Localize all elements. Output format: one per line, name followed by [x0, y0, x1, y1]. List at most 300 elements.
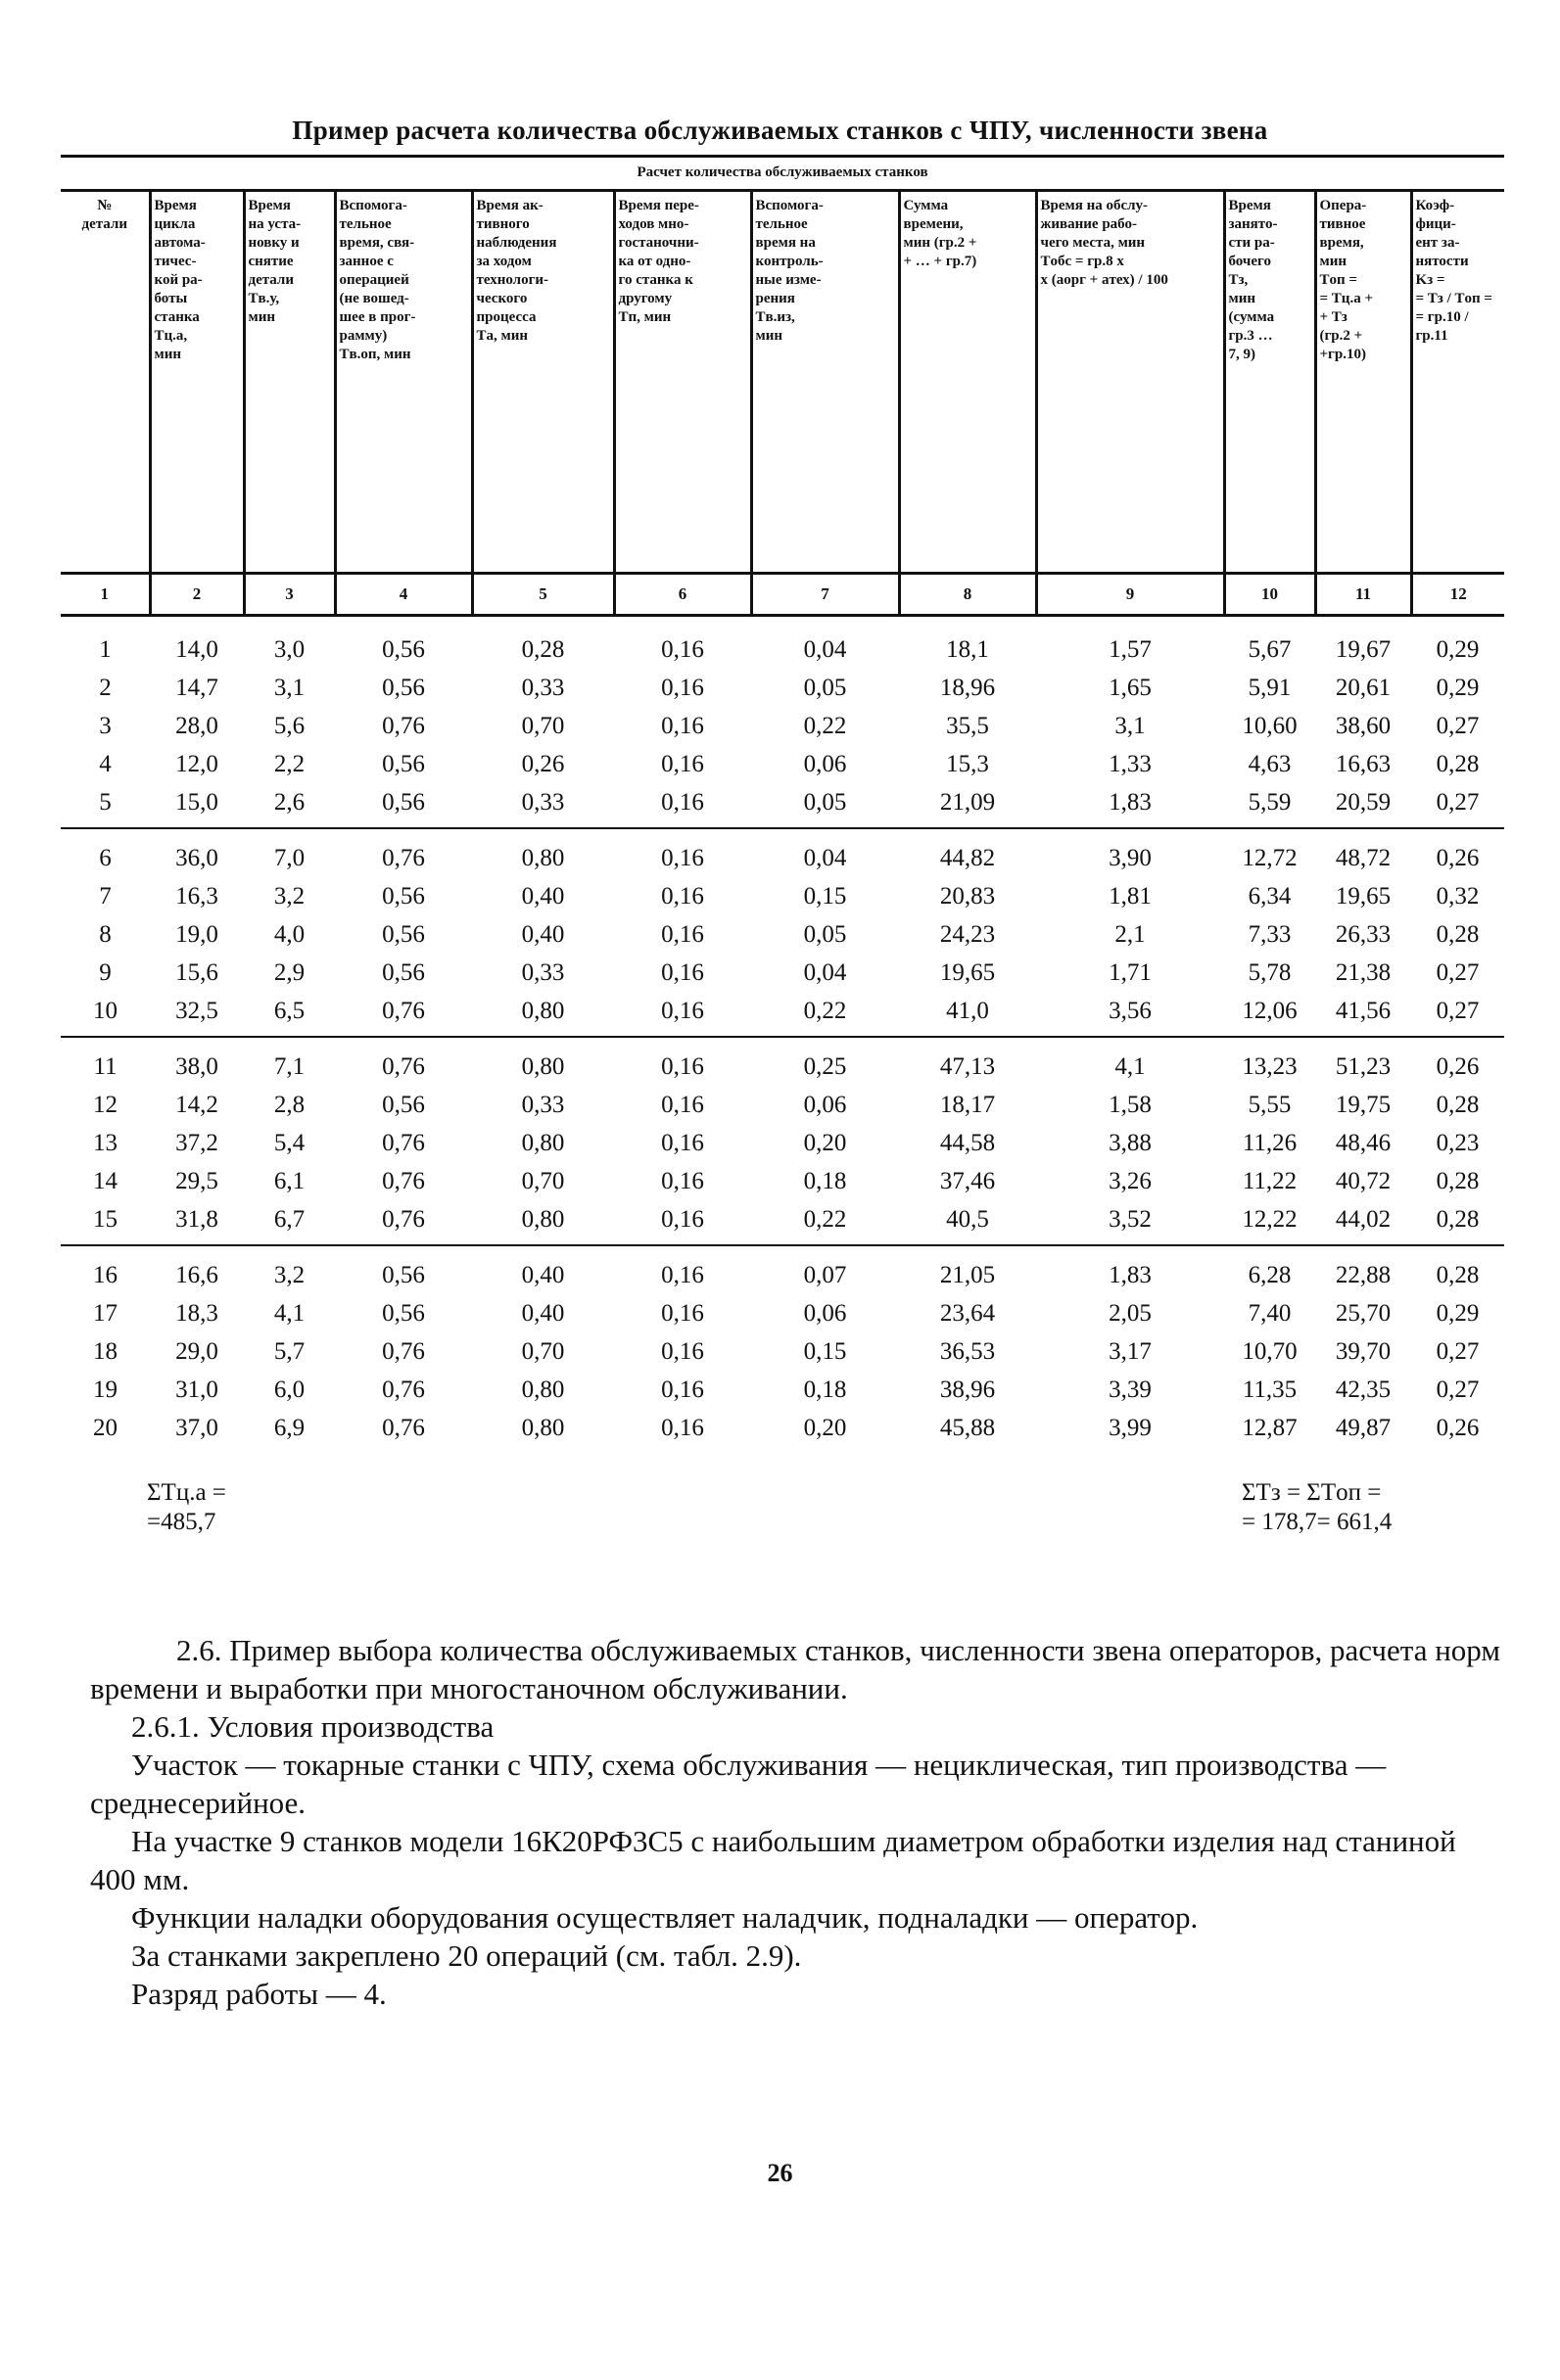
table-cell: 0,16 [661, 750, 704, 777]
table-cell: 1,71 [1109, 958, 1152, 986]
table-cell: 0,27 [1436, 1376, 1480, 1403]
column-number: 11 [1315, 574, 1411, 616]
table-cell: 0,16 [661, 1414, 704, 1441]
table-cell: 40,5 [899, 1200, 1036, 1245]
table-cell: 0,22 [803, 712, 847, 739]
table-cell: 3,17 [1109, 1337, 1152, 1365]
paragraph: За станками закреплено 20 операций (см. табл. 2.9). [131, 1938, 802, 1973]
table-cell: 12,06 [1224, 992, 1315, 1037]
table-row [61, 669, 1504, 707]
table-cell: 37,46 [939, 1167, 996, 1194]
table-cell: 49,87 [1335, 1414, 1392, 1441]
table-cell: 18 [93, 1337, 118, 1365]
table-cell: 15,0 [150, 783, 244, 828]
table-cell: 12,22 [1224, 1200, 1315, 1245]
table-cell: 20,61 [1335, 674, 1392, 701]
table-cell: 4,1 [1114, 1052, 1146, 1080]
table-cell: 0,40 [521, 920, 565, 948]
table-cell: 21,38 [1335, 958, 1392, 986]
table-cell: 0,28 [1436, 750, 1480, 777]
table-cell: 29,0 [175, 1337, 218, 1365]
table-cell: 0,76 [382, 844, 425, 871]
table-cell: 14,2 [175, 1091, 218, 1118]
table-cell: 15,3 [946, 750, 989, 777]
table-cell: 13,23 [1242, 1052, 1298, 1080]
column-header: Сумма времени, мин (гр.2 + + … + гр.7) [899, 191, 1036, 574]
total-busy-operative-time [1242, 1478, 1392, 1537]
table-cell: 0,04 [803, 844, 847, 871]
table-cell: 3,39 [1109, 1376, 1152, 1403]
table-cell: 0,18 [803, 1167, 847, 1194]
table-cell: 18,96 [939, 674, 996, 701]
table-cell: 0,76 [382, 1414, 425, 1441]
table-cell: 0,76 [382, 712, 425, 739]
table-cell: 0,16 [661, 1261, 704, 1288]
table-cell: 6,28 [1248, 1261, 1292, 1288]
table-cell: 0,06 [803, 750, 847, 777]
table-cell: 2 [99, 674, 112, 701]
table-cell: 42,35 [1335, 1376, 1392, 1403]
table-cell: 0,28 [1436, 1261, 1480, 1288]
table-cell: 0,04 [803, 958, 847, 986]
table-cell: 12 [93, 1091, 118, 1118]
table-cell: 36,0 [175, 844, 218, 871]
table-cell: 0,80 [521, 844, 565, 871]
table-cell: 0,16 [614, 992, 751, 1037]
table-subtitle: Расчет количества обслуживаемых станков [637, 164, 928, 180]
total-label: ΣTз = ΣTоп = [1242, 1479, 1382, 1506]
column-number: 2 [150, 574, 244, 616]
table-cell: 2,1 [1114, 920, 1146, 948]
section-heading: 2.6. Пример выбора количества обслуживаемых станков, численности звена операторов, расчета норм времени и выработки при многостаночном обслуживании. [90, 1633, 1500, 1705]
table-cell: 41,56 [1315, 992, 1411, 1037]
table-cell: 3,2 [273, 882, 306, 910]
table-cell: 0,29 [1436, 635, 1480, 663]
table-cell: 0,56 [382, 882, 425, 910]
table-cell: 0,29 [1436, 1299, 1480, 1327]
table-cell: 18,1 [946, 635, 989, 663]
table-row [61, 1371, 1504, 1409]
table-cell: 5,7 [273, 1337, 306, 1365]
table-cell: 0,80 [521, 1414, 565, 1441]
header-row [61, 191, 1504, 574]
table-cell: 7,1 [273, 1052, 306, 1080]
table-cell: 44,82 [939, 844, 996, 871]
table-cell: 0,16 [661, 1167, 704, 1194]
table-cell: 0,76 [382, 1376, 425, 1403]
table-cell: 1 [99, 635, 112, 663]
table-cell: 0,16 [614, 1200, 751, 1245]
table-row [61, 1409, 1504, 1447]
table-cell: 0,27 [1411, 992, 1504, 1037]
table-cell: 14 [93, 1167, 118, 1194]
table-cell: 0,40 [521, 1261, 565, 1288]
table-cell: 0,06 [803, 1091, 847, 1118]
table-row [61, 1332, 1504, 1371]
table-cell: 6,0 [273, 1376, 306, 1403]
table-cell: 0,76 [335, 1200, 472, 1245]
table-cell: 11 [93, 1052, 118, 1080]
table-cell: 12,87 [1242, 1414, 1298, 1441]
table-cell: 0,28 [521, 635, 565, 663]
table-cell: 0,80 [521, 1052, 565, 1080]
table-cell: 5,4 [273, 1129, 306, 1156]
table-cell: 0,56 [382, 1299, 425, 1327]
table-cell: 1,33 [1109, 750, 1152, 777]
divider [61, 155, 1504, 158]
table-cell: 1,83 [1109, 1261, 1152, 1288]
table-cell: 16,6 [175, 1261, 218, 1288]
column-number-row [61, 574, 1504, 616]
table-cell: 37,0 [175, 1414, 218, 1441]
table-cell: 7,40 [1248, 1299, 1292, 1327]
table-cell: 0,80 [521, 1376, 565, 1403]
table-cell: 2,8 [273, 1091, 306, 1118]
paragraph: Разряд работы — 4. [131, 1977, 387, 2011]
table-cell: 0,56 [382, 958, 425, 986]
table-cell: 2,05 [1109, 1299, 1152, 1327]
table-cell: 11,22 [1242, 1167, 1298, 1194]
table-cell: 0,76 [382, 1129, 425, 1156]
table-cell: 0,76 [382, 1337, 425, 1365]
column-header: Вспомога- тельное время, свя- занное с операцией (не вошед- шее в прог- рамму) Tв.оп, мин [335, 191, 472, 574]
table-cell: 0,80 [472, 1200, 614, 1245]
table-cell: 0,27 [1436, 1337, 1480, 1365]
table-cell: 17 [93, 1299, 118, 1327]
table-cell: 4,1 [273, 1299, 306, 1327]
table-row [61, 954, 1504, 992]
column-header: Время цикла автома- тичес- кой ра- боты станка Tц.а, мин [150, 191, 244, 574]
table-cell: 20,59 [1315, 783, 1411, 828]
table-cell: 0,56 [382, 920, 425, 948]
table-cell: 0,76 [335, 992, 472, 1037]
table-cell: 10,60 [1242, 712, 1298, 739]
table-cell: 38,0 [175, 1052, 218, 1080]
table-cell: 19,75 [1335, 1091, 1392, 1118]
column-header: Время пере- ходов мно- гостаночни- ка от одно- го станка к другому Tп, мин [614, 191, 751, 574]
table-cell: 0,28 [1436, 1167, 1480, 1194]
table-cell: 21,09 [899, 783, 1036, 828]
table-cell: 18,17 [939, 1091, 996, 1118]
table-cell: 20 [93, 1414, 118, 1441]
table-cell: 0,16 [661, 1129, 704, 1156]
table-cell: 31,0 [175, 1376, 218, 1403]
table-cell: 0,25 [803, 1052, 847, 1080]
table-cell: 0,16 [661, 1337, 704, 1365]
table-cell: 4,0 [273, 920, 306, 948]
table-cell: 14,7 [175, 674, 218, 701]
table-cell: 16,3 [175, 882, 218, 910]
table-cell: 3,90 [1109, 844, 1152, 871]
table-cell: 0,07 [803, 1261, 847, 1288]
table-cell: 0,26 [1436, 1414, 1480, 1441]
table-cell: 10,70 [1242, 1337, 1298, 1365]
table-cell: 0,32 [1436, 882, 1480, 910]
total-value: =485,7 [147, 1509, 216, 1535]
table-cell: 6,1 [273, 1167, 306, 1194]
table-cell: 0,33 [521, 674, 565, 701]
table-cell: 3,56 [1036, 992, 1224, 1037]
column-number: 6 [614, 574, 751, 616]
table-cell: 7 [99, 882, 112, 910]
table-cell: 1,81 [1109, 882, 1152, 910]
table-cell: 5,55 [1248, 1091, 1292, 1118]
table-cell: 0,40 [521, 882, 565, 910]
table-cell: 0,22 [751, 1200, 899, 1245]
table-cell: 0,16 [661, 1376, 704, 1403]
table-cell: 19,65 [1335, 882, 1392, 910]
table-cell: 0,80 [472, 992, 614, 1037]
table-cell: 3,99 [1109, 1414, 1152, 1441]
subsection-heading: 2.6.1. Условия производства [131, 1709, 495, 1744]
table-cell: 5,59 [1224, 783, 1315, 828]
table-cell: 3 [99, 712, 112, 739]
table-cell: 0,18 [803, 1376, 847, 1403]
table-cell: 13 [93, 1129, 118, 1156]
table-cell: 0,26 [1436, 844, 1480, 871]
table-cell: 4,63 [1248, 750, 1292, 777]
table-cell: 20,83 [939, 882, 996, 910]
table-cell: 0,29 [1436, 674, 1480, 701]
table-cell: 25,70 [1335, 1299, 1392, 1327]
table-cell: 26,33 [1335, 920, 1392, 948]
column-header: Коэф- фици- ент за- нятости Kз = = Tз / Tоп = = гр.10 / гр.11 [1411, 191, 1504, 574]
table-row [61, 915, 1504, 954]
column-number: 7 [751, 574, 899, 616]
table-cell: 44,02 [1315, 1200, 1411, 1245]
table-cell: 0,16 [661, 844, 704, 871]
table-cell: 0,56 [382, 1261, 425, 1288]
column-header: Опера- тивное время, мин Tоп = = Tц.а + + Tз (гр.2 + +гр.10) [1315, 191, 1411, 574]
table-cell: 0,06 [803, 1299, 847, 1327]
table-cell: 6 [99, 844, 112, 871]
table-cell: 31,8 [150, 1200, 244, 1245]
column-number: 4 [335, 574, 472, 616]
table-cell: 1,57 [1109, 635, 1152, 663]
table-cell: 3,2 [273, 1261, 306, 1288]
table-cell: 0,27 [1411, 783, 1504, 828]
table-cell: 29,5 [175, 1167, 218, 1194]
column-header: Время ак- тивного наблюдения за ходом технологи- ческого процесса Tа, мин [472, 191, 614, 574]
table-cell: 6,9 [273, 1414, 306, 1441]
page-number: 26 [767, 2159, 793, 2187]
table-cell: 0,76 [382, 1052, 425, 1080]
column-number: 3 [244, 574, 335, 616]
table-cell: 0,15 [803, 1337, 847, 1365]
table-cell: 28,0 [175, 712, 218, 739]
column-header: Время на обслу- живание рабо- чего места, мин Tобс = гр.8 х х (aорг + aтех) / 100 [1036, 191, 1224, 574]
table-cell: 2,9 [273, 958, 306, 986]
table-cell: 2,2 [273, 750, 306, 777]
table-cell: 0,23 [1436, 1129, 1480, 1156]
table-cell: 16,63 [1335, 750, 1392, 777]
table-cell: 0,70 [521, 712, 565, 739]
table-cell: 38,60 [1335, 712, 1392, 739]
table-cell: 0,16 [661, 882, 704, 910]
paragraph: Функции наладки оборудования осуществляет наладчик, подналадки — оператор. [131, 1900, 1199, 1935]
column-number: 12 [1411, 574, 1504, 616]
table-row [61, 877, 1504, 915]
total-label: ΣTц.а = [147, 1479, 226, 1506]
table-cell: 16 [93, 1261, 118, 1288]
table-cell: 1,65 [1109, 674, 1152, 701]
table-cell: 48,72 [1335, 844, 1392, 871]
table-cell: 37,2 [175, 1129, 218, 1156]
table-cell: 1,83 [1036, 783, 1224, 828]
table-row [61, 1294, 1504, 1332]
table-cell: 0,20 [803, 1129, 847, 1156]
table-cell: 0,16 [661, 1091, 704, 1118]
table-cell: 4 [99, 750, 112, 777]
column-number: 9 [1036, 574, 1224, 616]
column-number: 8 [899, 574, 1036, 616]
table-cell: 32,5 [150, 992, 244, 1037]
table-row [61, 783, 1504, 828]
table-cell: 0,27 [1436, 958, 1480, 986]
table-cell: 7,33 [1248, 920, 1292, 948]
table-cell: 19,67 [1335, 635, 1392, 663]
calculation-table [61, 191, 1504, 1447]
column-number: 10 [1224, 574, 1315, 616]
total-cycle-time [147, 1478, 226, 1537]
table-cell: 0,26 [521, 750, 565, 777]
table-row [61, 1245, 1504, 1294]
table-cell: 1,58 [1109, 1091, 1152, 1118]
table-cell: 0,16 [661, 958, 704, 986]
table-row [61, 1086, 1504, 1124]
column-header: № детали [61, 191, 150, 574]
table-row [61, 616, 1504, 670]
table-cell: 11,26 [1242, 1129, 1298, 1156]
table-cell: 0,76 [382, 1167, 425, 1194]
column-number: 1 [61, 574, 150, 616]
table-cell: 9 [99, 958, 112, 986]
table-cell: 5,6 [273, 712, 306, 739]
table-cell: 18,3 [175, 1299, 218, 1327]
table-cell: 0,28 [1411, 1200, 1504, 1245]
body-text [90, 1631, 1500, 2013]
table-cell: 0,28 [1436, 920, 1480, 948]
table-cell: 23,64 [939, 1299, 996, 1327]
table-cell: 0,16 [661, 674, 704, 701]
table-cell: 0,20 [803, 1414, 847, 1441]
table-cell: 36,53 [939, 1337, 996, 1365]
column-header: Время на уста- новку и снятие детали Tв.у, мин [244, 191, 335, 574]
table-cell: 0,33 [521, 1091, 565, 1118]
table-cell: 0,26 [1436, 1052, 1480, 1080]
table-cell: 0,22 [751, 992, 899, 1037]
table-cell: 12,72 [1242, 844, 1298, 871]
table-cell: 0,05 [751, 783, 899, 828]
table-cell: 5,91 [1248, 674, 1292, 701]
table-cell: 0,05 [803, 920, 847, 948]
table-row [61, 707, 1504, 745]
table-cell: 41,0 [899, 992, 1036, 1037]
table-cell: 3,52 [1036, 1200, 1224, 1245]
table-cell: 15,6 [175, 958, 218, 986]
table-row [61, 1200, 1504, 1245]
total-value: = 178,7= 661,4 [1242, 1509, 1393, 1535]
table-cell: 51,23 [1335, 1052, 1392, 1080]
table-row [61, 745, 1504, 783]
column-header: Время занято- сти ра- бочего Tз, мин (сумма гр.3 … 7, 9) [1224, 191, 1315, 574]
table-cell: 7,0 [273, 844, 306, 871]
table-cell: 24,23 [939, 920, 996, 948]
table-cell: 0,16 [661, 712, 704, 739]
table-body [61, 616, 1504, 1448]
table-cell: 38,96 [939, 1376, 996, 1403]
table-cell: 3,26 [1109, 1167, 1152, 1194]
table-cell: 0,56 [335, 783, 472, 828]
table-cell: 47,13 [939, 1052, 996, 1080]
table-cell: 0,16 [614, 783, 751, 828]
table-title: Пример расчета количества обслуживаемых станков с ЧПУ, численности звена [292, 116, 1268, 145]
table-cell: 44,58 [939, 1129, 996, 1156]
table-cell: 0,16 [661, 920, 704, 948]
table-cell: 0,15 [803, 882, 847, 910]
table-cell: 21,05 [939, 1261, 996, 1288]
table-cell: 10 [61, 992, 150, 1037]
table-cell: 12,0 [175, 750, 218, 777]
table-cell: 0,40 [521, 1299, 565, 1327]
table-cell: 3,88 [1109, 1129, 1152, 1156]
column-header: Вспомога- тельное время на контроль- ные изме- рения Tв.из, мин [751, 191, 899, 574]
table-cell: 35,5 [946, 712, 989, 739]
table-cell: 0,70 [521, 1337, 565, 1365]
paragraph: На участке 9 станков модели 16К20РФ3С5 с наибольшим диаметром обработки изделия над станиной 400 мм. [90, 1824, 1456, 1896]
table-cell: 19 [93, 1376, 118, 1403]
table-cell: 3,0 [273, 635, 306, 663]
table-cell: 6,34 [1248, 882, 1292, 910]
table-cell: 48,46 [1335, 1129, 1392, 1156]
table-cell: 11,35 [1242, 1376, 1298, 1403]
table-cell: 5,78 [1248, 958, 1292, 986]
table-cell: 2,6 [244, 783, 335, 828]
table-cell: 19,0 [175, 920, 218, 948]
table-cell: 0,56 [382, 635, 425, 663]
table-cell: 15 [61, 1200, 150, 1245]
table-cell: 0,04 [803, 635, 847, 663]
table-cell: 6,5 [244, 992, 335, 1037]
table-cell: 0,56 [382, 1091, 425, 1118]
paragraph: Участок — токарные станки с ЧПУ, схема обслуживания — нециклическая, тип производства — среднесерийное. [90, 1748, 1387, 1820]
table-cell: 45,88 [939, 1414, 996, 1441]
table-cell: 0,16 [661, 635, 704, 663]
table-cell: 19,65 [939, 958, 996, 986]
table-cell: 5,67 [1248, 635, 1292, 663]
table-cell: 0,70 [521, 1167, 565, 1194]
table-cell: 0,16 [661, 1299, 704, 1327]
table-cell: 0,56 [382, 674, 425, 701]
table-cell: 8 [99, 920, 112, 948]
table-cell: 0,56 [382, 750, 425, 777]
table-cell: 39,70 [1335, 1337, 1392, 1365]
table-cell: 6,7 [244, 1200, 335, 1245]
table-row [61, 1124, 1504, 1162]
table-cell: 0,33 [472, 783, 614, 828]
table-cell: 0,33 [521, 958, 565, 986]
table-cell: 5 [61, 783, 150, 828]
table-row [61, 828, 1504, 877]
table-row [61, 1162, 1504, 1200]
table-cell: 3,1 [1114, 712, 1146, 739]
table-cell: 0,80 [521, 1129, 565, 1156]
table-cell: 0,28 [1436, 1091, 1480, 1118]
column-number: 5 [472, 574, 614, 616]
table-row [61, 1037, 1504, 1086]
table-cell: 0,16 [661, 1052, 704, 1080]
table-cell: 3,1 [273, 674, 306, 701]
